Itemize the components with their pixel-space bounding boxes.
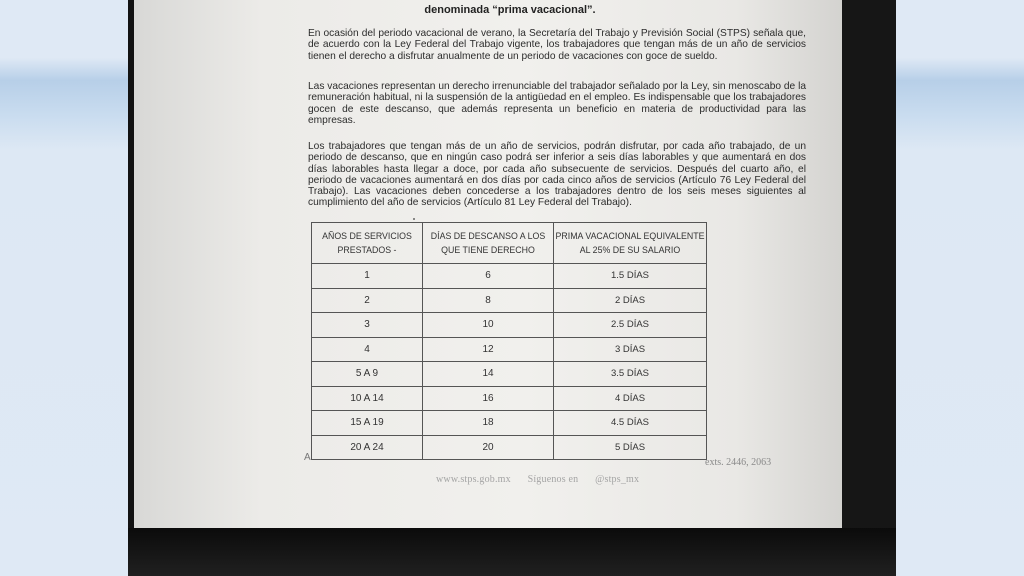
vacation-table bbox=[311, 222, 707, 460]
table-row bbox=[312, 362, 707, 387]
table-cell-prima: 2 DÍAS bbox=[554, 288, 707, 313]
table-cell-years: 5 A 9 bbox=[312, 362, 423, 387]
table-header-days: DÍAS DE DESCANSO A LOS QUE TIENE DERECHO bbox=[423, 223, 554, 264]
monitor-bottom-edge bbox=[128, 528, 896, 576]
table-cell-years: 3 bbox=[312, 313, 423, 338]
table-cell-years: 4 bbox=[312, 337, 423, 362]
table-cell-prima: 2.5 DÍAS bbox=[554, 313, 707, 338]
table-cell-days: 20 bbox=[423, 435, 554, 460]
table-cell-prima: 3.5 DÍAS bbox=[554, 362, 707, 387]
table-cell-years: 15 A 19 bbox=[312, 411, 423, 436]
table-cell-days: 10 bbox=[423, 313, 554, 338]
table-cell-prima: 5 DÍAS bbox=[554, 435, 707, 460]
table-cell-years: 20 A 24 bbox=[312, 435, 423, 460]
table-header-years: AÑOS DE SERVICIOS PRESTADOS - bbox=[312, 223, 423, 264]
table-row bbox=[312, 264, 707, 289]
table-header-row bbox=[312, 223, 707, 264]
table-cell-years: 10 A 14 bbox=[312, 386, 423, 411]
monitor-bezel bbox=[842, 0, 896, 528]
document-footer bbox=[436, 474, 653, 485]
document-page bbox=[134, 0, 842, 528]
table-cell-days: 6 bbox=[423, 264, 554, 289]
table-cell-days: 8 bbox=[423, 288, 554, 313]
paragraph-3: Los trabajadores que tengan más de un año de servicios, podrán disfrutar, por cada año trabajado, de un periodo de descanso, que en ningún caso podrá ser inferior a seis días laborables y que aumentará en dos días laborables hasta llegar a doce, por cada año subsecuente de servicios. Después del cuarto año, el periodo de vacaciones aumentará en dos días por cada cinco años de servicios (Artículo 76 Ley Federal del Trabajo). Las vacaciones deben concederse a los trabajadores dentro de los seis meses siguientes al cumplimiento del año de servicios (Artículo 81 Ley Federal del Trabajo). bbox=[308, 141, 806, 209]
footer-website: www.stps.gob.mx bbox=[436, 474, 511, 485]
faint-extensions: exts. 2446, 2063 bbox=[705, 457, 772, 468]
table-row bbox=[312, 435, 707, 460]
footer-handle: @stps_mx bbox=[595, 474, 640, 485]
table-row bbox=[312, 386, 707, 411]
table-row bbox=[312, 411, 707, 436]
table-cell-prima: 1.5 DÍAS bbox=[554, 264, 707, 289]
table-cell-days: 18 bbox=[423, 411, 554, 436]
table-cell-days: 12 bbox=[423, 337, 554, 362]
table-cell-years: 1 bbox=[312, 264, 423, 289]
table-row bbox=[312, 288, 707, 313]
table-cell-days: 14 bbox=[423, 362, 554, 387]
footer-follow: Síguenos en bbox=[527, 474, 579, 485]
table-cell-prima: 4 DÍAS bbox=[554, 386, 707, 411]
faint-letter: A bbox=[304, 452, 311, 463]
table-header-prima: PRIMA VACACIONAL EQUIVALENTE AL 25% DE SU SALARIO bbox=[554, 223, 707, 264]
table-cell-prima: 4.5 DÍAS bbox=[554, 411, 707, 436]
paragraph-2: Las vacaciones representan un derecho irrenunciable del trabajador señalado por la Ley, sin menoscabo de la remuneración habitual, ni la suspensión de la antigüedad en el empleo. Es indispensable que los trabajadores gocen de este descanso, que además representa un beneficio en materia de productividad para las empresas. bbox=[308, 81, 806, 126]
ink-dot bbox=[413, 218, 415, 220]
table-row bbox=[312, 337, 707, 362]
table-cell-years: 2 bbox=[312, 288, 423, 313]
table-cell-days: 16 bbox=[423, 386, 554, 411]
table-row bbox=[312, 313, 707, 338]
paragraph-1: En ocasión del periodo vacacional de verano, la Secretaría del Trabajo y Previsión Social (STPS) señala que, de acuerdo con la Ley Federal del Trabajo vigente, los trabajadores que tengan más de un año de servicios tienen el derecho a disfrutar anualmente de un periodo de vacaciones con goce de sueldo. bbox=[308, 28, 806, 62]
table-cell-prima: 3 DÍAS bbox=[554, 337, 707, 362]
document-heading: denominada “prima vacacional”. bbox=[424, 4, 596, 16]
